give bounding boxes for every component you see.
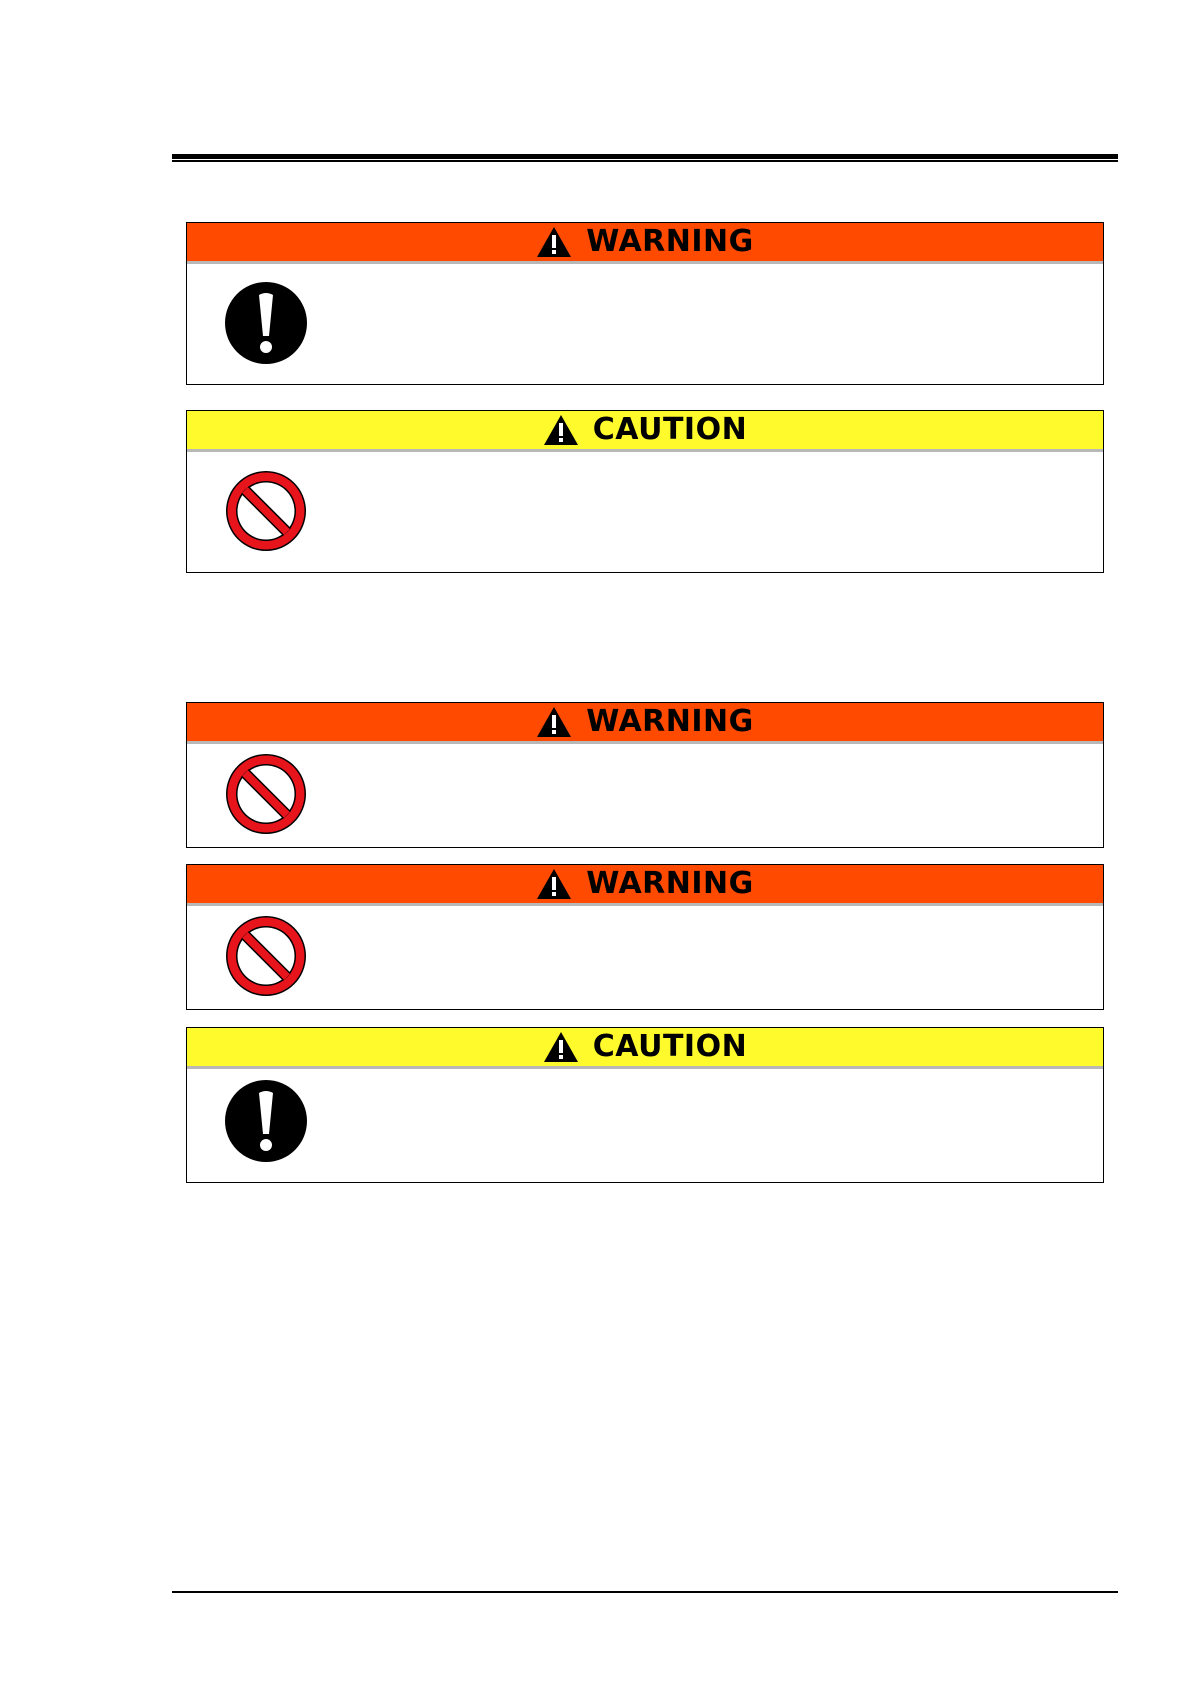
caution-panel-2 — [186, 1027, 1104, 1183]
mandatory-action-icon — [224, 281, 308, 365]
alert-triangle-icon — [543, 414, 579, 446]
alert-triangle-icon — [536, 226, 572, 258]
warning-panel-1 — [186, 222, 1104, 385]
warning-panel-2 — [186, 702, 1104, 848]
prohibition-icon — [224, 914, 308, 998]
panel-body — [187, 452, 1103, 572]
caution-panel-1 — [186, 410, 1104, 573]
signal-word: WARNING — [586, 224, 754, 259]
caution-header — [187, 411, 1103, 452]
panel-body — [187, 906, 1103, 1009]
panel-body — [187, 1069, 1103, 1182]
warning-header — [187, 865, 1103, 906]
warning-header — [187, 223, 1103, 264]
header-rule-thick — [172, 154, 1118, 159]
panel-body — [187, 744, 1103, 847]
alert-triangle-icon — [536, 868, 572, 900]
header-rule-thin — [172, 160, 1118, 162]
warning-panel-3 — [186, 864, 1104, 1010]
caution-header — [187, 1028, 1103, 1069]
alert-triangle-icon — [543, 1031, 579, 1063]
prohibition-icon — [224, 469, 308, 553]
signal-word: CAUTION — [592, 1029, 748, 1064]
footer-rule — [172, 1591, 1118, 1593]
signal-word: WARNING — [586, 704, 754, 739]
panel-body — [187, 264, 1103, 384]
warning-header — [187, 703, 1103, 744]
signal-word: CAUTION — [592, 412, 748, 447]
mandatory-action-icon — [224, 1079, 308, 1163]
header-rule — [172, 154, 1118, 162]
alert-triangle-icon — [536, 706, 572, 738]
prohibition-icon — [224, 752, 308, 836]
signal-word: WARNING — [586, 866, 754, 901]
